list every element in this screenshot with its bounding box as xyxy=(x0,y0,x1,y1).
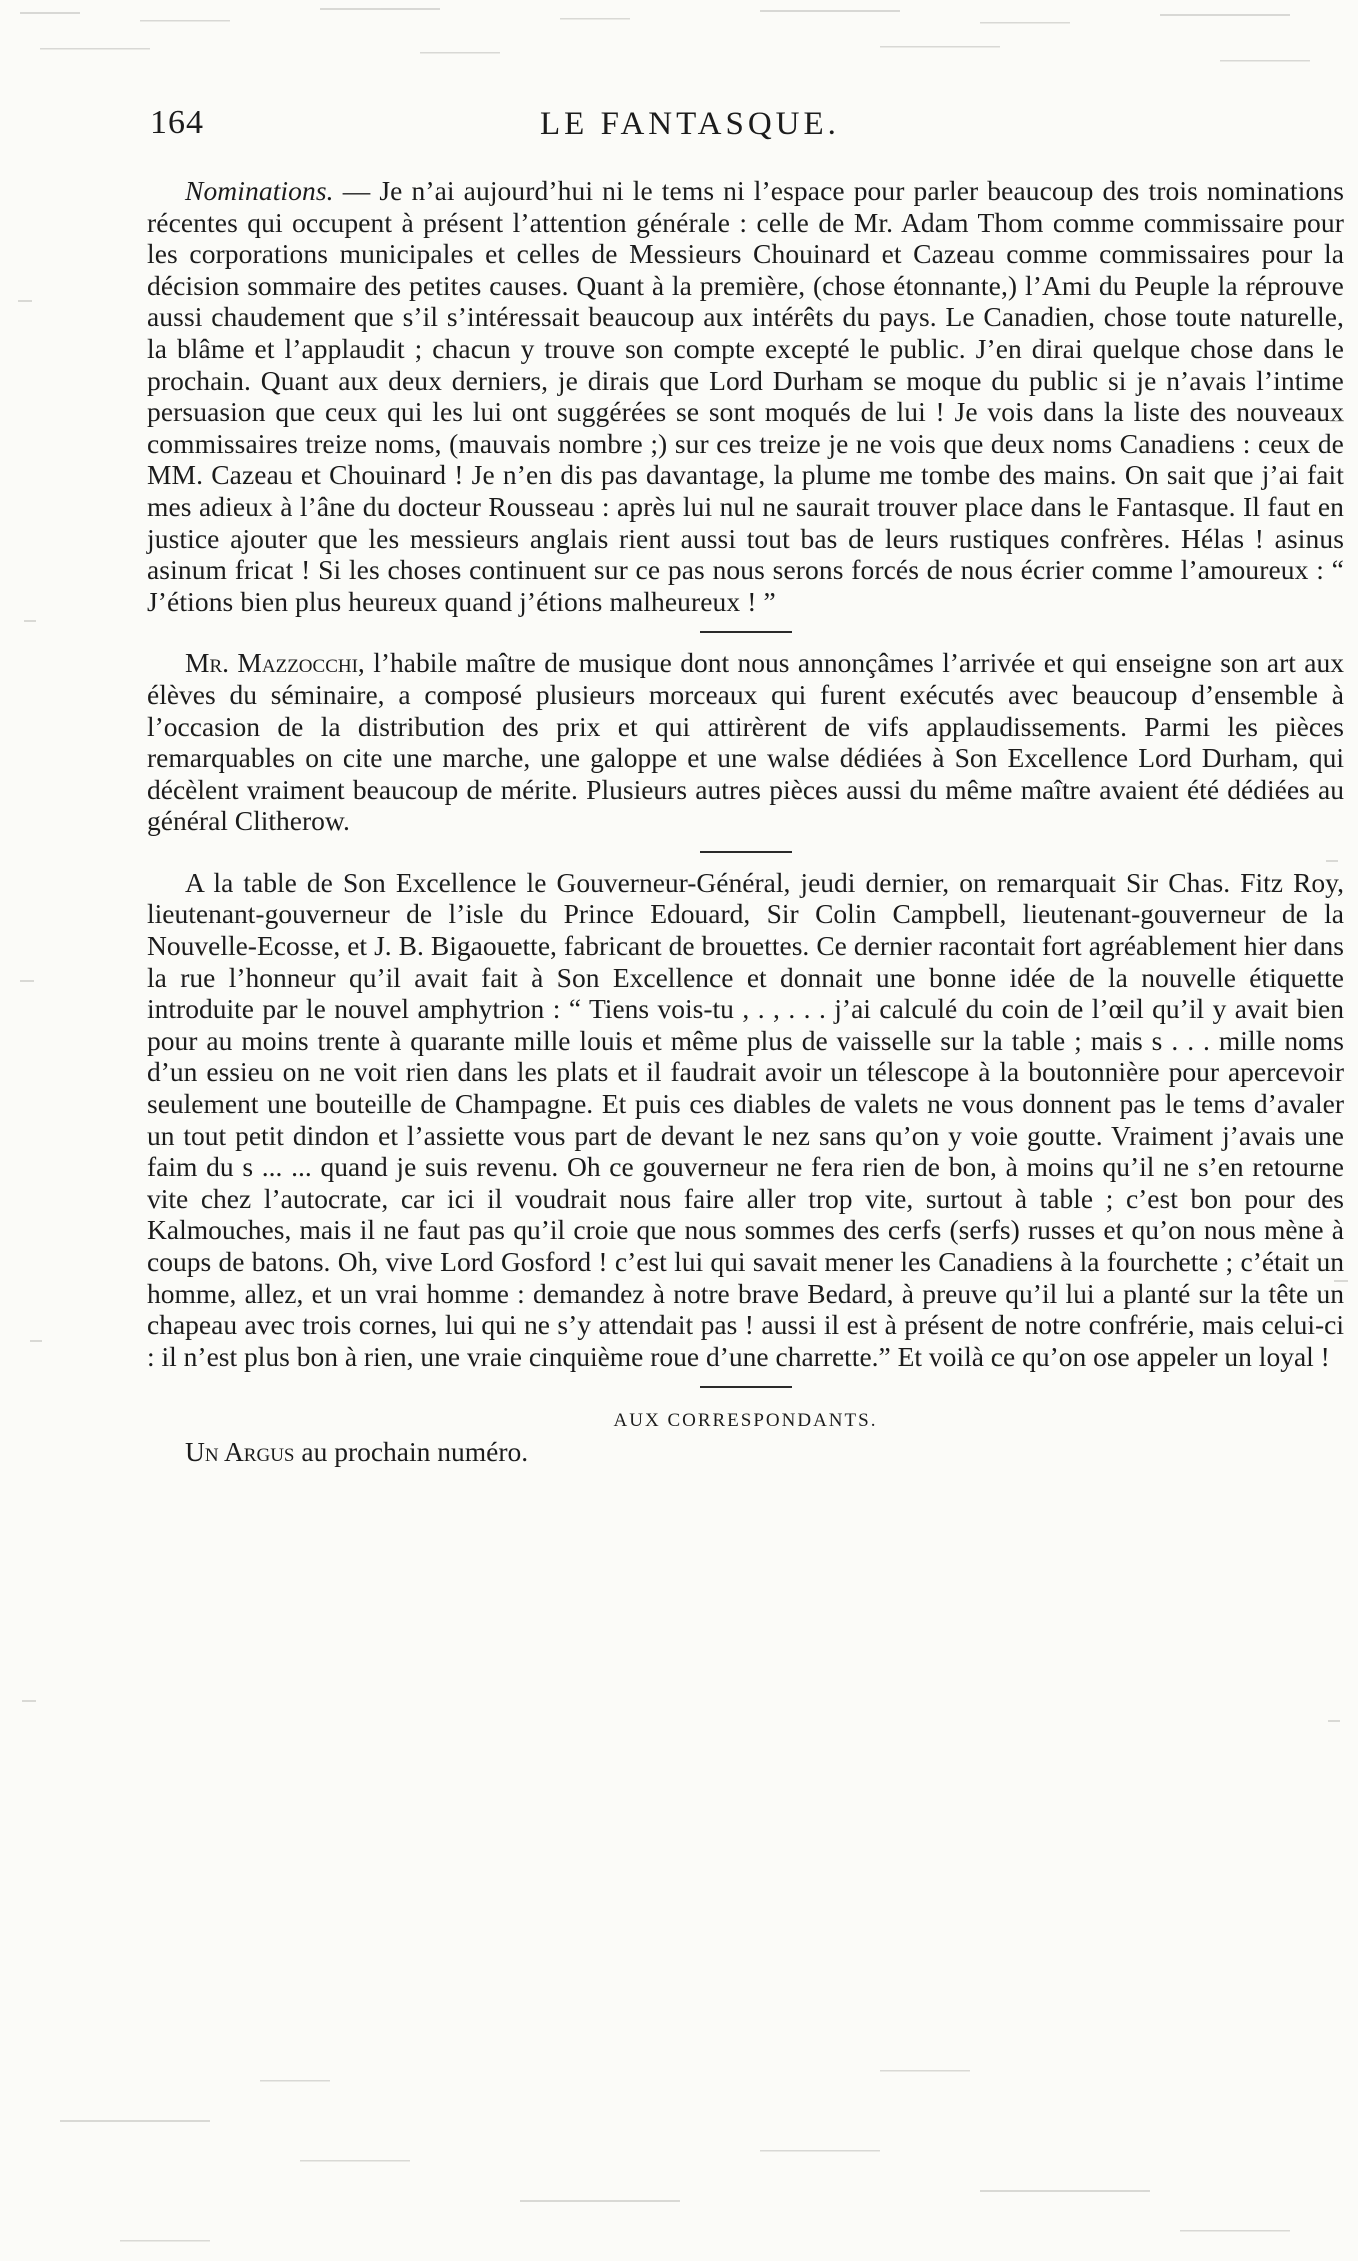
section-divider xyxy=(700,1386,792,1388)
correspondents-heading: AUX CORRESPONDANTS. xyxy=(613,1410,878,1432)
article-paragraph xyxy=(147,647,1344,837)
page-number: 164 xyxy=(150,104,204,141)
journal-title: LE FANTASQUE. xyxy=(540,106,840,142)
article-mazzocchi xyxy=(147,647,1344,837)
correspondent-text: au prochain numéro. xyxy=(294,1436,529,1468)
article-text: A la table de Son Excellence le Gouverneur-Général, jeudi dernier, on remarquait Sir Chas. Fitz Roy, lieutenant-gouverneur de l’isle du Prince Edouard, Sir Colin Campbell, lieutenant-gouverneur de la Nouvelle-Ecosse, et J. B. Bigaouette, fabricant de brouettes. Ce dernier racontait fort agréablement hier dans la rue l’honneur qu’il avait fait à Son Excellence et donnait une bonne idée de la nouvelle étiquette introduite par le nouvel amphytrion : “ Tiens vois-tu , . , . . . j’ai calculé du coin de l’œil qu’il y avait bien pour au moins trente à quarante mille louis et même plus de vaisselle sur la table ; mais s . . . mille noms d’un essieu on ne voit rien dans les plats et il faudrait avoir un télescope à la boutonnière pour apercevoir seulement une bouteille de Champagne. Et puis ces diables de valets ne vous donnent pas le tems d’avaler un tout petit dindon et l’assiette vous part de devant le nez sans qu’on y voie goutte. Vraiment j’avais une faim du s ... ... quand je suis revenu. Oh ce gouverneur ne fera rien de bon, à moins qu’il ne s’en retourne vite chez l’autocrate, car ici il voudrait nous faire aller trop vite, surtout à table ; c’est bon pour des Kalmouches, mais il ne faut pas qu’il croie que nous sommes des cerfs (serfs) russes et qu’on nous mène à coups de batons. Oh, vive Lord Gosford ! c’est lui qui savait mener les Canadiens à la fourchette ; c’était un homme, allez, et un vrai homme : demandez à notre brave Bedard, à preuve qu’il lui a planté sur la tête un chapeau avec trois cornes, lui qui ne s’y attendait pas ! aussi il est à présent de notre confrérie, mais celui-ci : il n’est plus bon à rien, une vraie cinquième roue d’une charrette.” Et voilà ce qu’on ose appeler un loyal ! xyxy=(147,866,1344,1372)
article-governor-table xyxy=(147,867,1344,1373)
page-header xyxy=(150,104,1210,154)
article-lead: Mr. Mazzocchi, xyxy=(185,647,365,679)
section-divider xyxy=(700,631,792,633)
article-text: — Je n’ai aujourd’hui ni le tems ni l’espace pour parler beaucoup des trois nominations récentes qui occupent à présent l’attention générale : celle de Mr. Adam Thom comme commissaire pour les corporations municipales et celles de Messieurs Chouinard et Cazeau comme commissaires pour la décision sommaire des petites causes. Quant à la première, (chose étonnante,) l’Ami du Peuple la réprouve aussi chaudement que s’il s’intéressait beaucoup aux intérêts du pays. Le Canadien, chose toute naturelle, la blâme et l’applaudit ; chacun y trouve son compte excepté le public. J’en dirai quelque chose dans le prochain. Quant aux deux derniers, je dirais que Lord Durham se moque du public si je n’avais l’intime persuasion que ceux qui les lui ont suggérées se sont moqués de lui ! Je vois dans la liste des nouveaux commissaires treize noms, (mauvais nombre ;) sur ces treize je ne vois que deux noms Canadiens : ceux de MM. Cazeau et Chouinard ! Je n’en dis pas davantage, la plume me tombe des mains. On sait que j’ai fait mes adieux à l’âne du docteur Rousseau : après lui nul ne saurait trouver place dans le Fantasque. Il faut en justice ajouter que les messieurs anglais rient aussi tout bas de leurs rustiques confrères. Hélas ! asinus asinum fricat ! Si les choses continuent sur ce pas nous serons forcés de nous écrier comme l’amoureux : “ J’étions bien plus heureux quand j’étions malheureux ! ” xyxy=(147,175,1344,617)
article-nominations xyxy=(147,175,1344,617)
section-divider xyxy=(700,851,792,853)
article-text: l’habile maître de musique dont nous annonçâmes l’arrivée et qui enseigne son art aux élèves du séminaire, a composé plusieurs morceaux qui furent exécutés avec beaucoup d’ensemble à l’occasion de la distribution des prix et qui attirèrent de vifs applaudissements. Parmi les pièces remarquables on cite une marche, une galoppe et une walse dédiées à Son Excellence Lord Durham, qui décèlent vraiment beaucoup de mérite. Plusieurs autres pièces aussi du même maître avaient été dédiées au général Clitherow. xyxy=(147,647,1344,837)
article-paragraph xyxy=(147,867,1344,1373)
body-text xyxy=(147,175,1344,1468)
correspondent-note xyxy=(147,1436,1344,1468)
article-lead: Nominations. xyxy=(185,175,334,206)
article-paragraph xyxy=(147,175,1344,617)
correspondent-name: Un Argus xyxy=(185,1436,295,1468)
